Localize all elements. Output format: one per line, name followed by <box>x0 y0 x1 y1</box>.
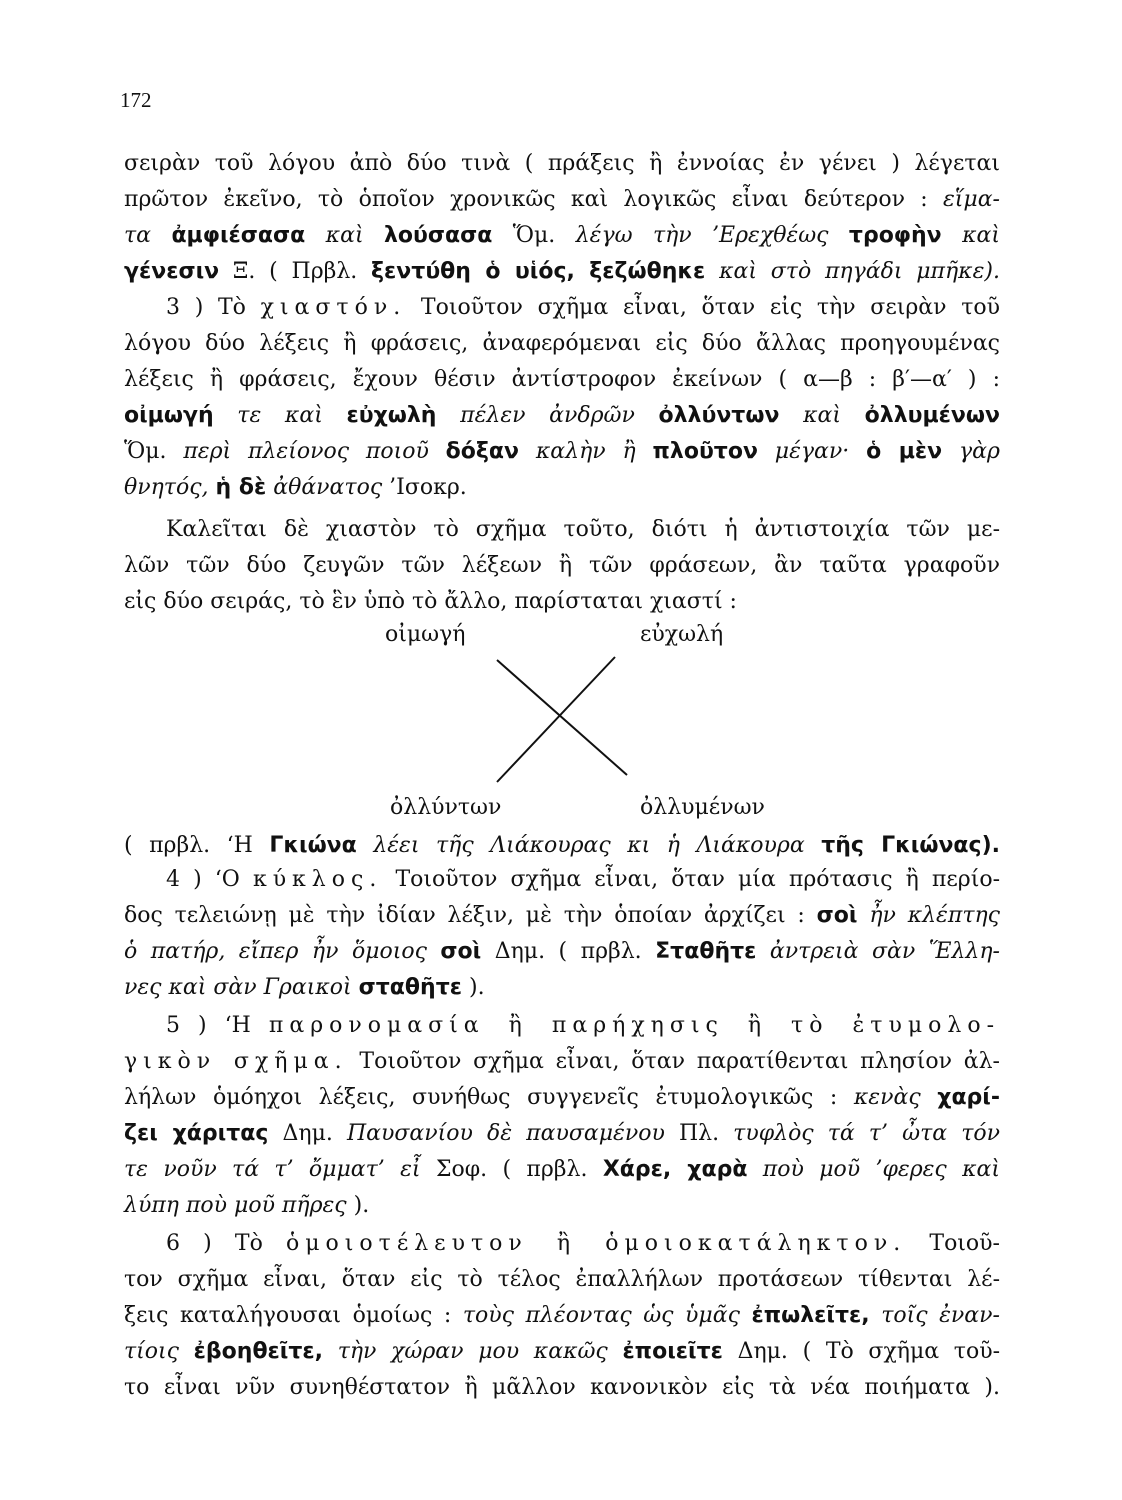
text-line: γένεσιν Ξ. ( Πρβλ. ξεντύθη ὁ υἱός, ξεζώθηκε καὶ στὸ πηγάδι μπῆκε). <box>124 259 1000 284</box>
text-line: οἰμωγή τε καὶ εὐχωλὴ πέλεν ἀνδρῶν ὀλλύντων καὶ ὀλλυμένων <box>124 403 1000 428</box>
text-line: ( πρβλ. ‘Η Γκιώνα λέει τῆς Λιάκουρας κι ἡ Λιάκουρα τῆς Γκιώνας). <box>124 833 1000 858</box>
text-line: τίοις ἐβοηθεῖτε, τὴν χώραν μου κακῶς ἐποιεῖτε Δημ. ( Τὸ σχῆμα τοῦ- <box>124 1339 1000 1364</box>
text-line: 4 ) ‘Ο κύκλος. Τοιοῦτον σχῆμα εἶναι, ὅταν μία πρότασις ἢ περίο- <box>166 867 1000 892</box>
text-line: λύπη ποὺ μοῦ πῆρες ). <box>124 1193 370 1218</box>
text-line: τε νοῦν τά τ’ ὄμματ’ εἶ Σοφ. ( πρβλ. Χάρε, χαρὰ ποὺ μοῦ ’φερες καὶ <box>124 1157 1001 1182</box>
cross-line-ascending <box>497 657 615 782</box>
text-line: το εἶναι νῦν συνηθέστατον ἢ μᾶλλον κανονικὸν εἰς τὰ νέα ποιήματα ). <box>124 1375 1000 1400</box>
diagram-label-bottom-right: ὀλλυμένων <box>640 795 765 820</box>
diagram-label-top-left: οἰμωγή <box>385 622 466 647</box>
text-line: Καλεῖται δὲ χιαστὸν τὸ σχῆμα τοῦτο, διότι ἡ ἀντιστοιχία τῶν με- <box>166 517 1000 542</box>
text-line: τα ἀμφιέσασα καὶ λούσασα Ὅμ. λέγω τὴν ’Ερεχθέως τροφὴν καὶ <box>124 223 1000 248</box>
page-number: 172 <box>120 88 152 112</box>
text-line: εἰς δύο σειράς, τὸ ἓν ὑπὸ τὸ ἄλλο, παρίσταται χιαστί : <box>124 589 737 614</box>
text-line: ζει χάριτας Δημ. Παυσανίου δὲ παυσαμένου Πλ. τυφλὸς τά τ’ ὦτα τόν <box>124 1121 1000 1146</box>
text-line: λόγου δύο λέξεις ἢ φράσεις, ἀναφερόμεναι εἰς δύο ἄλλας προηγουμένας <box>124 331 1000 356</box>
text-line: ξεις καταλήγουσαι ὁμοίως : τοὺς πλέοντας ὡς ὑμᾶς ἐπωλεῖτε, τοῖς ἐναν- <box>124 1303 1000 1328</box>
text-line: σειρὰν τοῦ λόγου ἀπὸ δύο τινὰ ( πράξεις ἢ ἐννοίας ἐν γένει ) λέγεται <box>124 151 1000 176</box>
text-line: λήλων ὁμόηχοι λέξεις, συνήθως συγγενεῖς ἐτυμολογικῶς : κενὰς χαρί- <box>124 1085 1001 1110</box>
text-line: λέξεις ἢ φράσεις, ἔχουν θέσιν ἀντίστροφον ἐκείνων ( α—β : β′—α′ ) : <box>124 367 1000 392</box>
text-line: 5 ) ‘Η παρονομασία ἢ παρήχησις ἢ τὸ ἐτυμολο- <box>166 1013 1001 1038</box>
text-line: γικὸν σχῆμα. Τοιοῦτον σχῆμα εἶναι, ὅταν παρατίθενται πλησίον ἀλ- <box>124 1049 1000 1074</box>
text-line: πρῶτον ἐκεῖνο, τὸ ὁποῖον χρονικῶς καὶ λογικῶς εἶναι δεύτερον : εἵμα- <box>124 187 1000 212</box>
text-line: λῶν τῶν δύο ζευγῶν τῶν λέξεων ἢ τῶν φράσεων, ἂν ταῦτα γραφοῦν <box>124 553 1000 578</box>
text-line: δος τελειώνῃ μὲ τὴν ἰδίαν λέξιν, μὲ τὴν ὁποίαν ἀρχίζει : σοὶ ἦν κλέπτης <box>124 903 1000 928</box>
text-line: 3 ) Τὸ χιαστόν. Τοιοῦτον σχῆμα εἶναι, ὅταν εἰς τὴν σειρὰν τοῦ <box>166 295 1000 320</box>
text-line: ὁ πατήρ, εἴπερ ἦν ὅμοιος σοὶ Δημ. ( πρβλ. Σταθῆτε ἀντρειὰ σὰν Ἕλλη- <box>124 939 1000 964</box>
text-line: τον σχῆμα εἶναι, ὅταν εἰς τὸ τέλος ἐπαλλήλων προτάσεων τίθενται λέ- <box>124 1267 1000 1292</box>
cross-line-descending <box>497 660 627 775</box>
text-line: θνητός, ἡ δὲ ἀθάνατος ’Ισοκρ. <box>124 475 467 500</box>
text-line: νες καὶ σὰν Γραικοὶ σταθῆτε ). <box>124 975 485 1000</box>
text-line: Ὅμ. περὶ πλείονος ποιοῦ δόξαν καλὴν ἢ πλοῦτον μέγαν· ὁ μὲν γὰρ <box>124 439 1000 464</box>
text-line: 6 ) Τὸ ὁμοιοτέλευτον ἢ ὁμοιοκατάληκτον. Τοιοῦ- <box>166 1231 1000 1256</box>
diagram-label-bottom-left: ὀλλύντων <box>390 795 502 820</box>
diagram-label-top-right: εὐχωλή <box>640 622 724 647</box>
